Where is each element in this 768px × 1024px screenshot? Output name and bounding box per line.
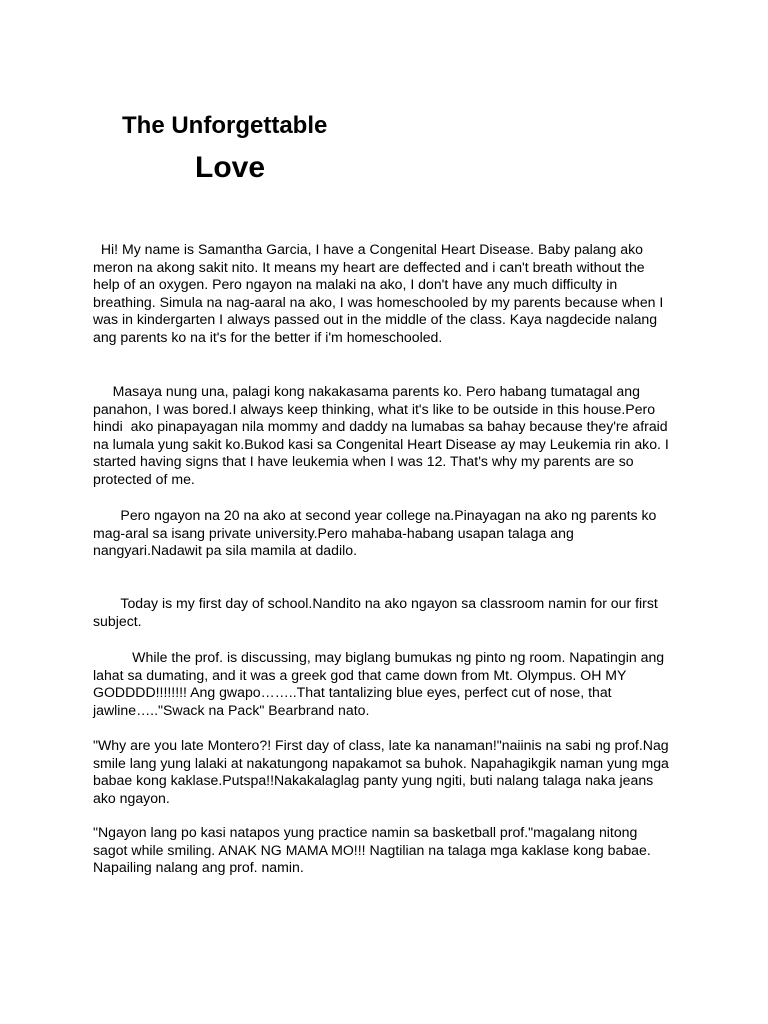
document-title: The Unforgettable	[122, 112, 328, 139]
story-paragraph: Hi! My name is Samantha Garcia, I have a Congenital Heart Disease. Baby palang ako meron na akong sakit nito. It means my heart are deffected and i can't breath without the help of an oxygen. Pero ngayon na malaki na ako, I don't have any much difficulty in breathing. Simula na nag-aaral na ako, I was homeschooled by my parents because when I was in kindergarten I always passed out in the middle of the class. Kaya nagdecide nalang ang parents ko na it's for the better if i'm homeschooled.	[93, 241, 668, 345]
story-paragraph: "Ngayon lang po kasi natapos yung practice namin sa basketball prof."magalang nitong sagot while smiling. ANAK NG MAMA MO!!! Nagtilian na talaga mga kaklase kong babae. Napailing nalang ang prof. namin.	[93, 824, 655, 876]
story-paragraph: While the prof. is discussing, may biglang bumukas ng pinto ng room. Napatingin ang lahat sa dumating, and it was a greek god that came down from Mt. Olympus. OH MY GODDDD!!!!!!!! Ang gwapo……..That tantalizing blue eyes, perfect cut of nose, that jawline….."Swack na Pack" Bearbrand nato.	[93, 649, 669, 718]
story-paragraph: "Why are you late Montero?! First day of class, late ka nanaman!"naiinis na sabi ng prof.Nag smile lang yung lalaki at nakatungong napakamot sa buhok. Napahagikgik naman yung mga babae kong kaklase.Putspa!!Nakakalaglag panty yung ngiti, buti nalang talaga naka jeans ako ngayon.	[93, 737, 673, 806]
story-paragraph: Pero ngayon na 20 na ako at second year college na.Pinayagan na ako ng parents ko mag-aral sa isang private university.Pero mahaba-habang usapan talaga ang nangyari.Nadawit pa sila mamila at dadilo.	[93, 507, 661, 559]
story-paragraph: Today is my first day of school.Nandito na ako ngayon sa classroom namin for our first subject.	[93, 595, 662, 629]
document-title-continued: Love	[195, 151, 266, 184]
story-paragraph: Masaya nung una, palagi kong nakakasama parents ko. Pero habang tumatagal ang panahon, I was bored.I always keep thinking, what it's like to be outside in this house.Pero hindi ako pinapayagan nila mommy and daddy na lumabas sa bahay because they're afraid na lumala yung sakit ko.Bukod kasi sa Congenital Heart Disease ay may Leukemia rin ako. I started having signs that I have leukemia when I was 12. That's why my parents are so protected of me.	[93, 383, 673, 487]
